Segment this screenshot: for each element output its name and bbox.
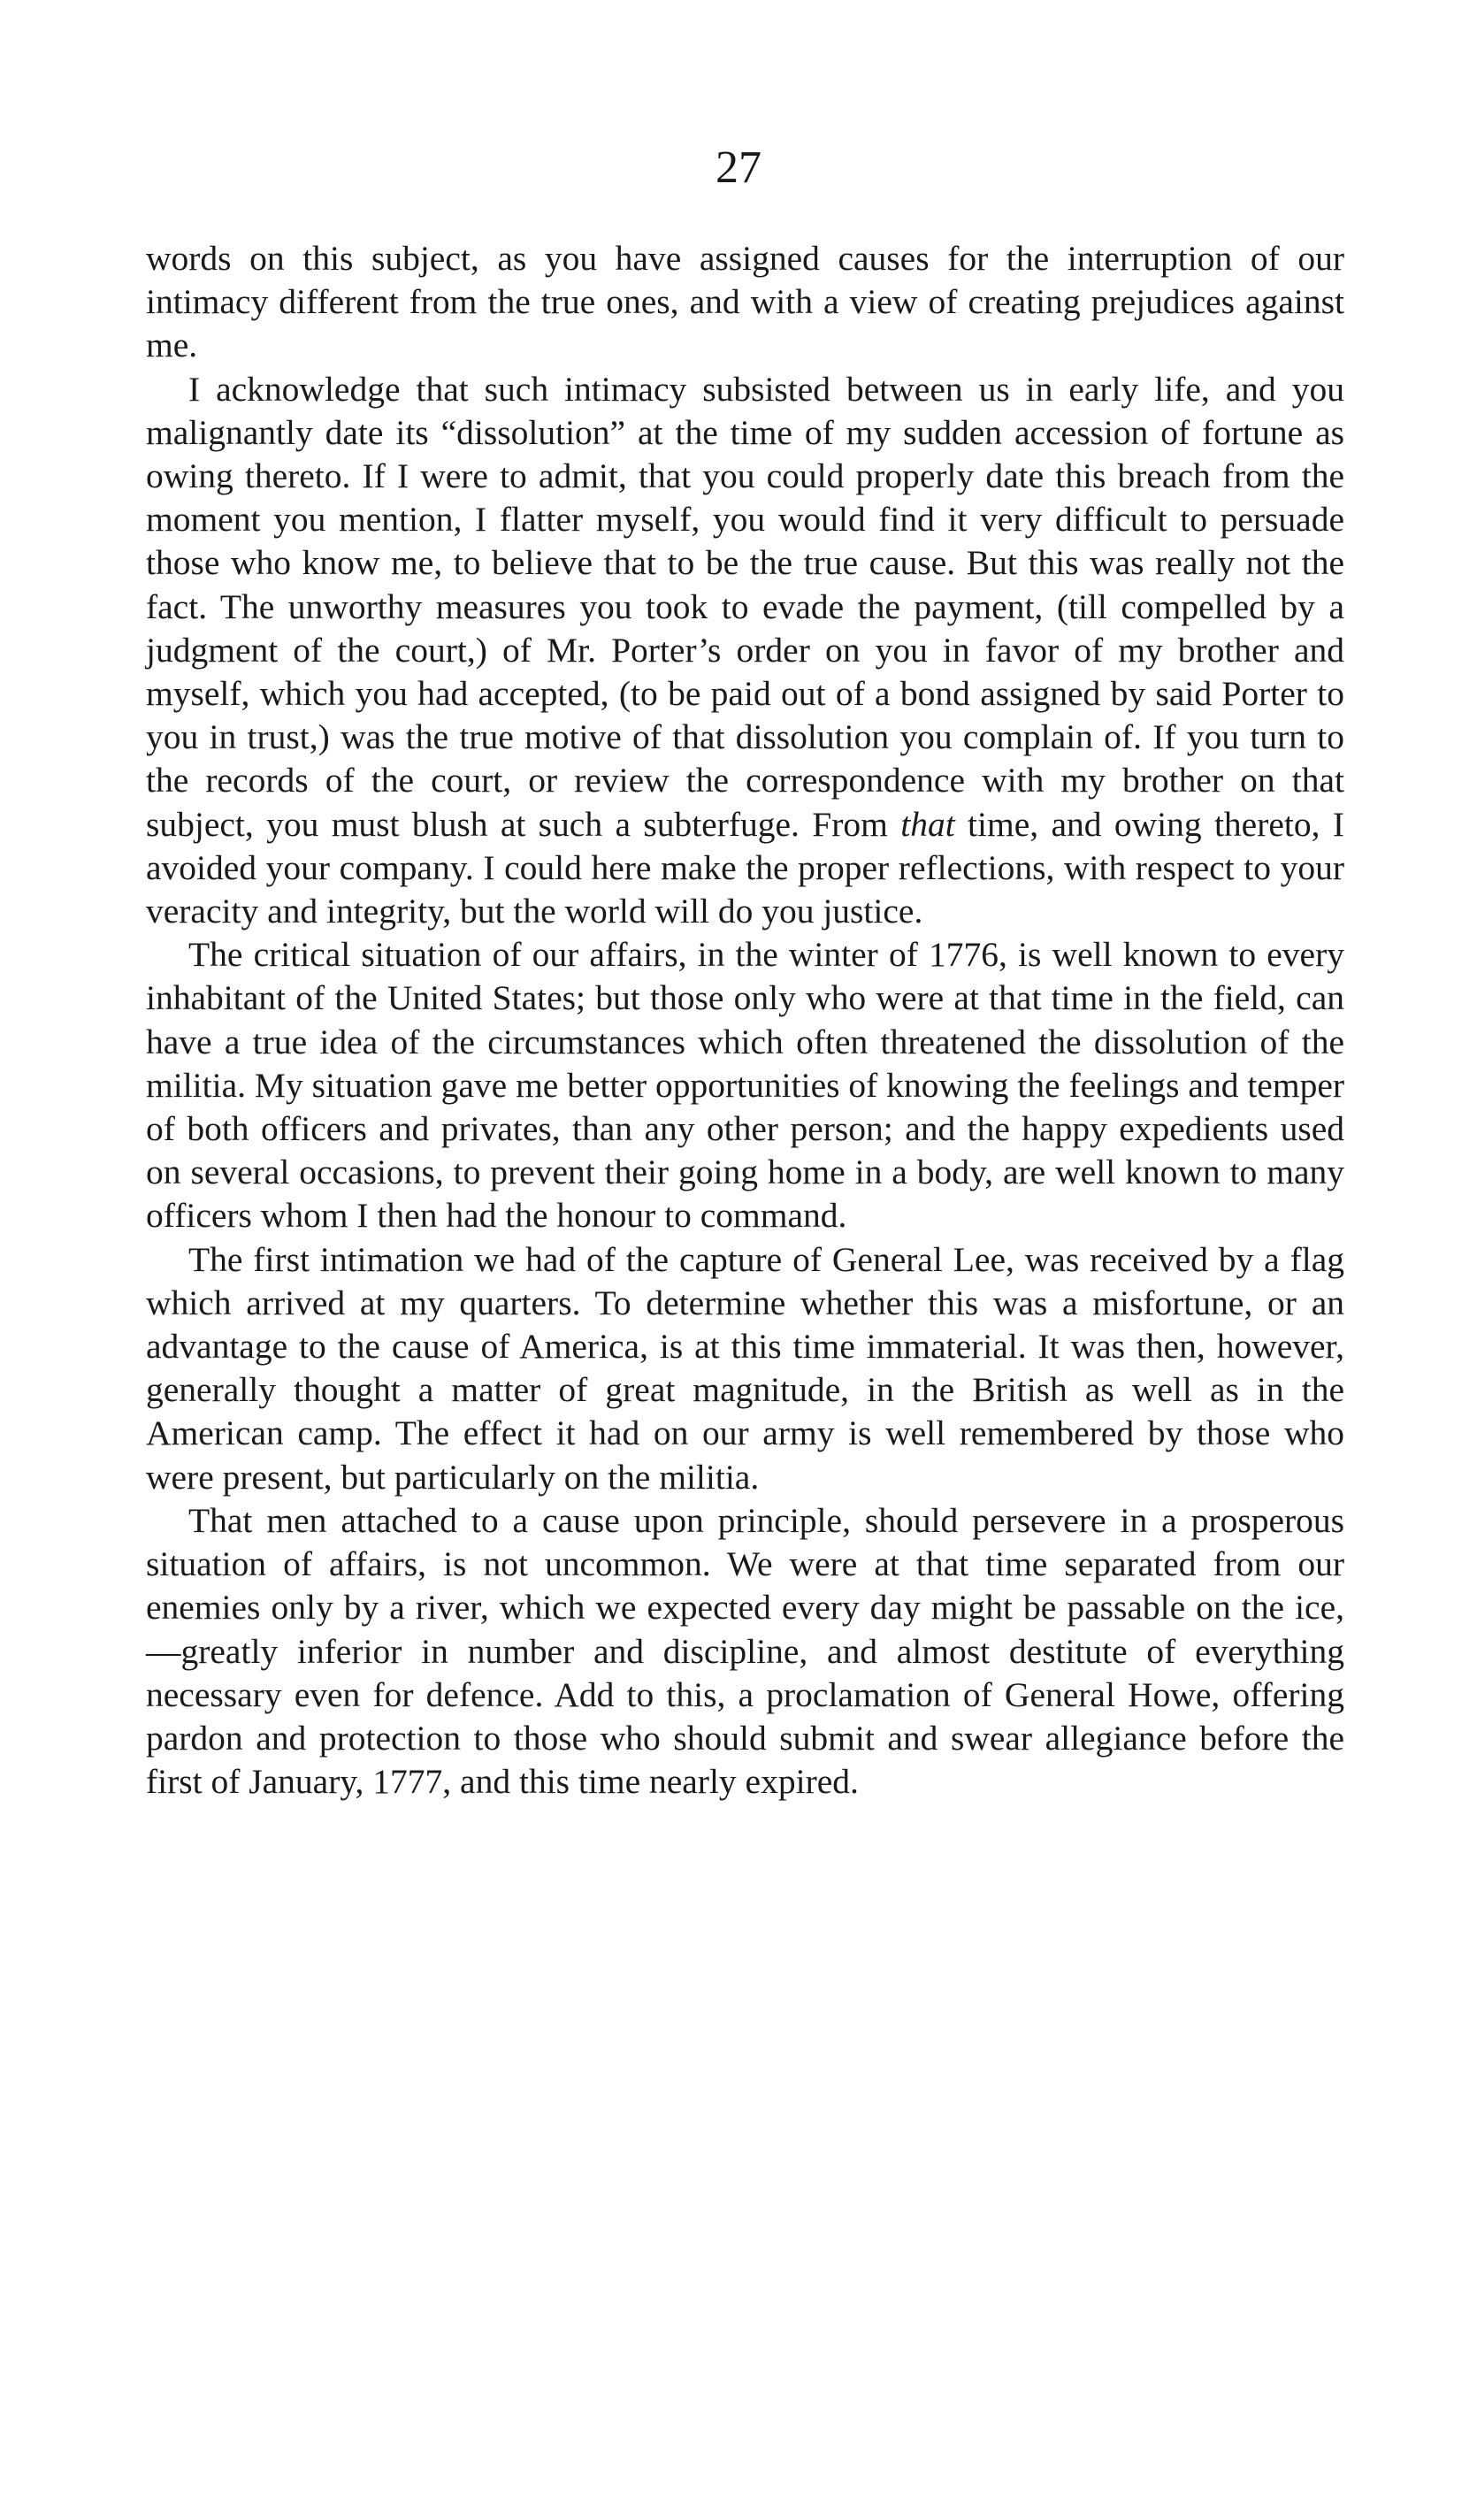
paragraph-3: The critical situation of our affairs, in the winter of 1776, is well known to every inhabitant of the United States; but those only who were at that time in the field, can have a true idea of the circumstances which often threatened the dissolution of the militia. My situation gave me better opportunities of knowing the feelings and temper of both officers and privates, than any other person; and the happy expedients used on several occasions, to prevent their going home in a body, are well known to many officers whom I then had the honour to command. (146, 935, 1344, 1236)
paragraph-1: words on this subject, as you have assigned causes for the interruption of our intimacy different from the true ones, and with a view of creating prejudices against me. (146, 239, 1344, 365)
paragraph-2-text-after: time, and owing thereto, I avoided your company. I could here make the proper reflections, with respect to your veracity and integrity, but the world will do you justice. (146, 804, 1344, 931)
paragraph-2 (146, 368, 1344, 934)
paragraph-2-text: I acknowledge that such intimacy subsisted between us in early life, and you malignantly date its “dissolution” at the time of my sudden accession of fortune as owing thereto. If I were to admit, that you could properly date this breach from the moment you mention, I flatter myself, you would find it very difficult to persuade those who know me, to believe that to be the true cause. But this was really not the fact. The unworthy measures you took to evade the payment, (till compelled by a judgment of the court,) of Mr. Porter’s order on you in favor of my brother and myself, which you had accepted, (to be paid out of a bond assigned by said Porter to you in trust,) was the true motive of that dissolution you complain of. If you turn to the records of the court, or review the correspondence with my brother on that subject, you must blush at such a subterfuge. (146, 369, 1344, 844)
body-text (146, 237, 1344, 1804)
page-number: 27 (716, 142, 761, 193)
paragraph-2-italic-word: that (900, 804, 955, 844)
paragraph-2-from: From (812, 804, 901, 844)
paragraph-4: The first intimation we had of the capture of General Lee, was received by a flag which arrived at my quarters. To determine whether this was a misfortune, or an advantage to the cause of America, is at this time immaterial. It was then, however, generally thought a matter of great magnitude, in the British as well as in the American camp. The effect it had on our army is well remembered by those who were present, but particularly on the militia. (146, 1239, 1344, 1497)
paragraph-5: That men attached to a cause upon principle, should persevere in a prosperous situation of affairs, is not uncommon. We were at that time separated from our enemies only by a river, which we expected every day might be passable on the ice,—greatly inferior in number and discipline, and almost destitute of everything necessary even for defence. Add to this, a proclamation of General Howe, offering pardon and protection to those who should submit and swear allegiance before the first of January, 1777, and this time nearly expired. (146, 1500, 1344, 1802)
